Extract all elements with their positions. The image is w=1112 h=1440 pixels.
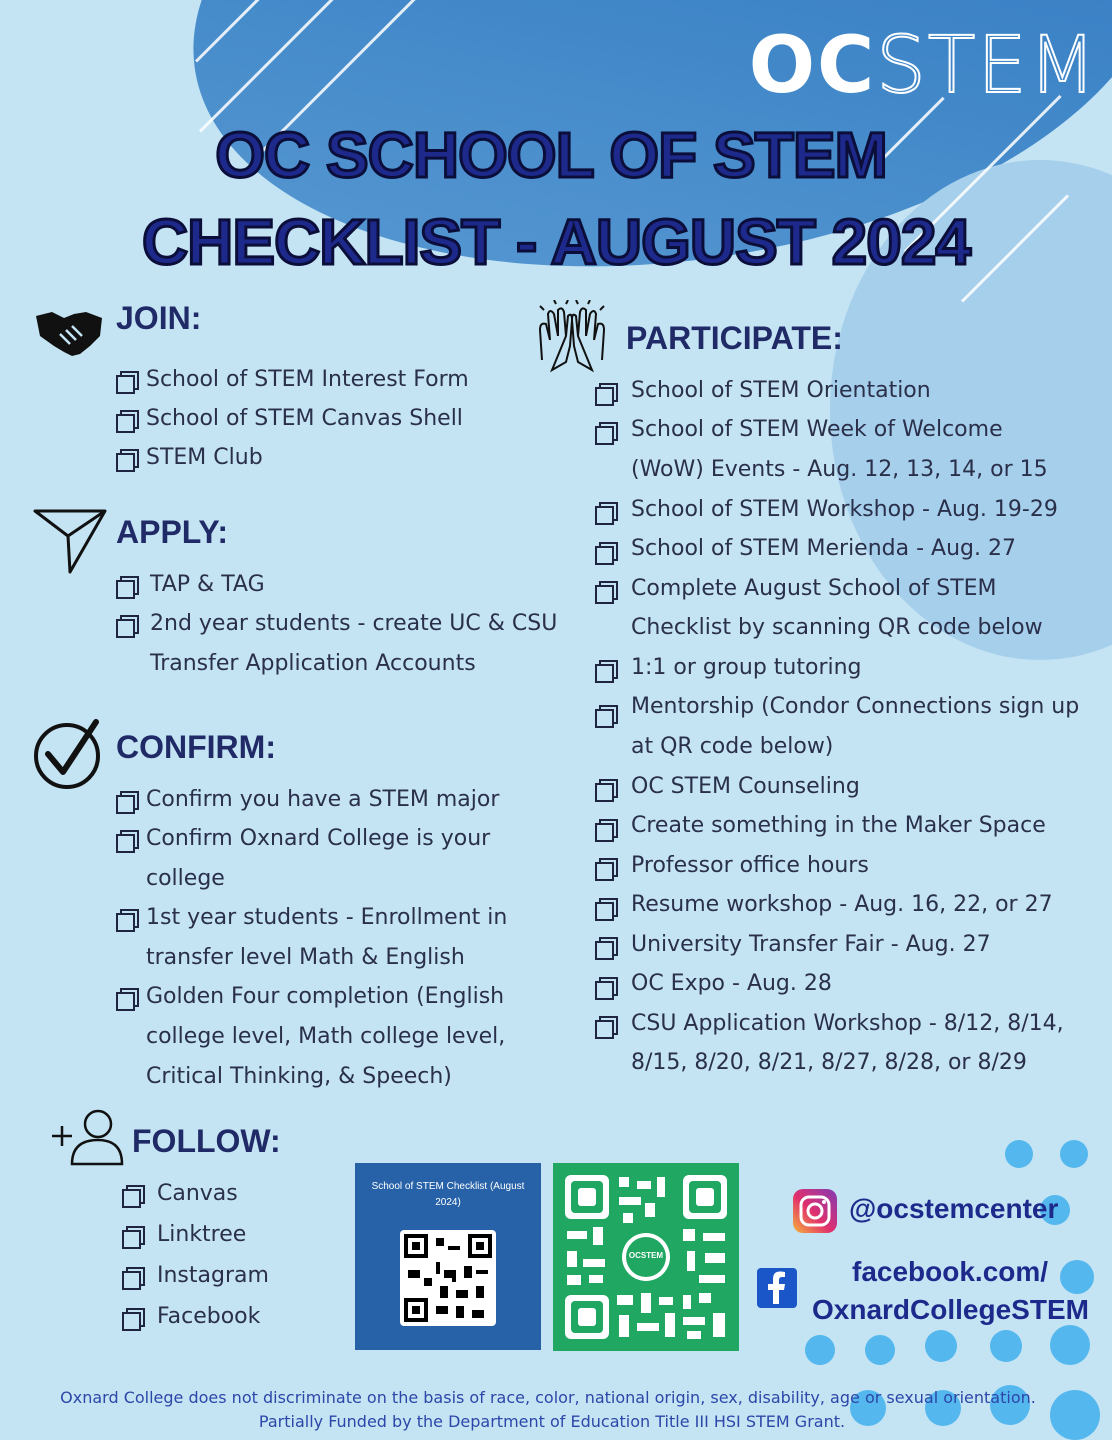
join-item: School of STEM Canvas Shell (146, 406, 463, 431)
participate-item: School of STEM Week of Welcome (631, 417, 1003, 442)
decor-dot (1060, 1260, 1094, 1294)
checkbox[interactable] (595, 858, 615, 878)
add-user-icon (50, 1108, 126, 1166)
apply-item: Transfer Application Accounts (150, 651, 476, 676)
checkbox[interactable] (122, 1226, 142, 1246)
qr-pattern-icon (400, 1230, 496, 1326)
mentorship-qr-card[interactable] (553, 1163, 739, 1351)
follow-item-instagram[interactable]: Instagram (157, 1263, 269, 1288)
raised-hands-icon (536, 300, 608, 376)
checkbox[interactable] (122, 1267, 142, 1287)
facebook-link-line2[interactable]: OxnardCollegeSTEM (812, 1294, 1089, 1325)
checkbox[interactable] (595, 542, 615, 562)
page-title-line2: CHECKLIST - AUGUST 2024 (141, 206, 971, 278)
handshake-icon (34, 306, 104, 360)
checkbox[interactable] (595, 1016, 615, 1036)
decor-dot (1005, 1140, 1033, 1168)
confirm-item: transfer level Math & English (146, 945, 465, 970)
participate-item: 1:1 or group tutoring (631, 655, 862, 680)
confirm-item: 1st year students - Enrollment in (146, 905, 508, 930)
checkbox[interactable] (116, 791, 136, 811)
join-heading: JOIN: (116, 300, 202, 336)
confirm-heading: CONFIRM: (116, 729, 276, 765)
checkbox[interactable] (116, 371, 136, 391)
apply-heading: APPLY: (116, 514, 229, 550)
apply-item: 2nd year students - create UC & CSU (150, 611, 558, 636)
checkbox[interactable] (122, 1185, 142, 1205)
checkbox[interactable] (595, 502, 615, 522)
participate-item: University Transfer Fair - Aug. 27 (631, 932, 991, 957)
follow-item-canvas[interactable]: Canvas (157, 1181, 238, 1206)
checkbox[interactable] (116, 449, 136, 469)
qr-card-title: School of STEM Checklist (August 2024) (371, 1181, 525, 1208)
follow-heading: FOLLOW: (132, 1123, 281, 1159)
qr-code[interactable] (400, 1230, 496, 1326)
logo-stem: STEM (876, 21, 1098, 111)
join-item: School of STEM Interest Form (146, 367, 469, 392)
decor-dot (865, 1335, 895, 1365)
checkbox[interactable] (595, 779, 615, 799)
confirm-item: college (146, 866, 225, 891)
participate-item: (WoW) Events - Aug. 12, 13, 14, or 15 (631, 457, 1048, 482)
participate-item: OC STEM Counseling (631, 774, 860, 799)
confirm-item: college level, Math college level, (146, 1024, 506, 1049)
qr-center-logo: OCSTEM (628, 1251, 664, 1260)
participate-item: 8/15, 8/20, 8/21, 8/27, 8/28, or 8/29 (631, 1050, 1027, 1075)
follow-item-linktree[interactable]: Linktree (157, 1222, 247, 1247)
participate-item: Create something in the Maker Space (631, 813, 1046, 838)
participate-item: Complete August School of STEM (631, 576, 997, 601)
facebook-link-line1[interactable]: facebook.com/ (852, 1256, 1049, 1287)
participate-item: Professor office hours (631, 853, 869, 878)
checkbox[interactable] (595, 977, 615, 997)
checkbox[interactable] (116, 615, 136, 635)
apply-item: TAP & TAG (150, 572, 265, 597)
checkbox[interactable] (116, 830, 136, 850)
participate-item: Checklist by scanning QR code below (631, 615, 1043, 640)
follow-item-facebook[interactable]: Facebook (157, 1304, 261, 1329)
instagram-icon[interactable] (793, 1189, 837, 1233)
participate-item: Resume workshop - Aug. 16, 22, or 27 (631, 892, 1053, 917)
confirm-item: Confirm you have a STEM major (146, 787, 500, 812)
ocstem-logo (748, 21, 1098, 111)
checkbox[interactable] (595, 898, 615, 918)
checkbox[interactable] (595, 937, 615, 957)
facebook-icon[interactable] (757, 1268, 797, 1308)
checkbox[interactable] (116, 988, 136, 1008)
decor-dot (925, 1330, 957, 1362)
participate-heading: PARTICIPATE: (626, 320, 843, 356)
decor-dot (805, 1335, 835, 1365)
checkbox[interactable] (116, 410, 136, 430)
instagram-handle[interactable]: @ocstemcenter (849, 1193, 1059, 1224)
participate-item: Mentorship (Condor Connections sign up (631, 694, 1080, 719)
participate-item: CSU Application Workshop - 8/12, 8/14, (631, 1011, 1064, 1036)
logo-oc: OC (748, 21, 877, 111)
checkbox[interactable] (595, 660, 615, 680)
participate-item: at QR code below) (631, 734, 834, 759)
checkbox[interactable] (595, 819, 615, 839)
participate-item: School of STEM Merienda - Aug. 27 (631, 536, 1016, 561)
decor-dot (990, 1330, 1022, 1362)
decor-dot (1060, 1140, 1088, 1168)
checkbox[interactable] (595, 383, 615, 403)
confirm-item: Golden Four completion (English (146, 984, 505, 1009)
checkmark-circle-icon (32, 716, 104, 790)
checkbox[interactable] (116, 576, 136, 596)
checkbox[interactable] (116, 909, 136, 929)
decor-dot (1050, 1325, 1090, 1365)
join-item: STEM Club (146, 445, 263, 470)
footer-disclaimer: Oxnard College does not discriminate on the basis of race, color, national origin, sex, disability, age or sexual orientation. (60, 1388, 1036, 1407)
paper-plane-icon (32, 508, 108, 576)
participate-item: School of STEM Workshop - Aug. 19-29 (631, 497, 1058, 522)
checkbox[interactable] (122, 1308, 142, 1328)
footer-grant: Partially Funded by the Department of Education Title III HSI STEM Grant. (258, 1412, 846, 1431)
confirm-item: Confirm Oxnard College is your (146, 826, 491, 851)
participate-item: OC Expo - Aug. 28 (631, 971, 832, 996)
checklist-qr-card[interactable] (355, 1163, 541, 1350)
page-title-line1: OC SCHOOL OF STEM (215, 119, 887, 191)
participate-item: School of STEM Orientation (631, 378, 931, 403)
confirm-item: Critical Thinking, & Speech) (146, 1064, 452, 1089)
checkbox[interactable] (595, 581, 615, 601)
checkbox[interactable] (595, 422, 615, 442)
checkbox[interactable] (595, 705, 615, 725)
